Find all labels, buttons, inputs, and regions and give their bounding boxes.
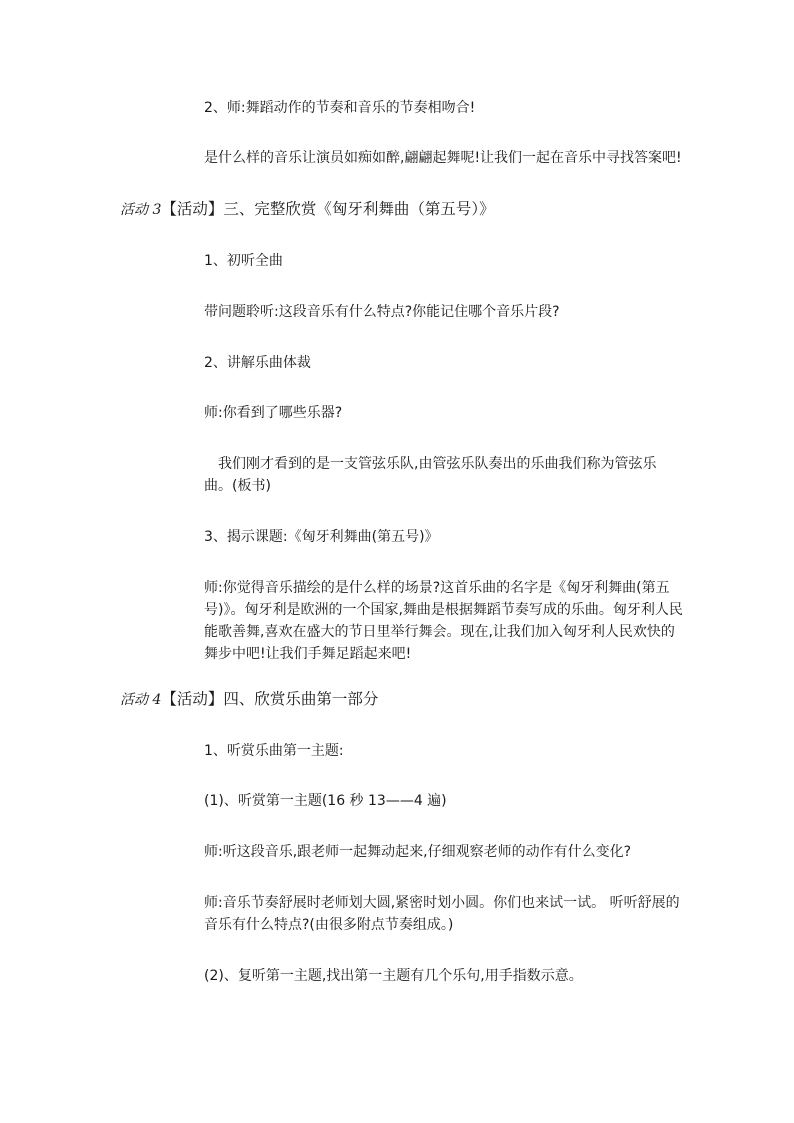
activity-3-tag: 活动 3	[120, 202, 162, 218]
paragraph-teacher-note-rhythm: 2、师:舞蹈动作的节奏和音乐的节奏相吻合!	[204, 100, 476, 116]
paragraph-listen-question: 带问题聆听:这段音乐有什么特点?你能记住哪个音乐片段?	[204, 304, 560, 320]
activity-4-tag: 活动 4	[120, 692, 162, 708]
substep-relisten-first-theme: (2)、复听第一主题,找出第一主题有几个乐句,用手指数示意。	[204, 968, 583, 984]
substep-listen-first-theme: (1)、听赏第一主题(16 秒 13——4 遍)	[204, 793, 447, 809]
activity-4-heading	[120, 688, 378, 711]
step-reveal-topic: 3、揭示课题:《匈牙利舞曲(第五号)》	[204, 529, 439, 545]
activity-4-title: 【活动】四、欣赏乐曲第一部分	[161, 690, 379, 708]
paragraph-music-question: 是什么样的音乐让演员如痴如醉,翩翩起舞呢!让我们一起在音乐中寻找答案吧!	[204, 150, 682, 166]
step-first-listen: 1、初听全曲	[204, 253, 283, 269]
step-explain-genre: 2、讲解乐曲体裁	[204, 355, 311, 371]
activity-3-heading	[120, 198, 495, 221]
step-first-theme: 1、听赏乐曲第一主题:	[204, 743, 344, 759]
paragraph-instruments-question: 师:你看到了哪些乐器?	[204, 405, 343, 421]
paragraph-hungarian-dance-intro: 师:你觉得音乐描绘的是什么样的场景?这首乐曲的名字是《匈牙利舞曲(第五号)》。匈牙利是欧洲的一个国家,舞曲是根据舞蹈节奏写成的乐曲。匈牙利人民能歌善舞,喜欢在盛大的节日里举行舞会。现在,让我们加入匈牙利人民欢快的舞步中吧!让我们手舞足蹈起来吧!	[204, 580, 683, 662]
paragraph-dance-along: 师:听这段音乐,跟老师一起舞动起来,仔细观察老师的动作有什么变化?	[204, 844, 632, 860]
paragraph-circle-gesture: 师:音乐节奏舒展时老师划大圆,紧密时划小圆。你们也来试一试。 听听舒展的音乐有什么特点?(由很多附点节奏组成。)	[204, 895, 680, 933]
paragraph-orchestra-explanation: 我们刚才看到的是一支管弦乐队,由管弦乐队奏出的乐曲我们称为管弦乐曲。(板书)	[204, 456, 657, 494]
activity-3-title: 【活动】三、完整欣赏《匈牙利舞曲（第五号）》	[161, 200, 495, 218]
